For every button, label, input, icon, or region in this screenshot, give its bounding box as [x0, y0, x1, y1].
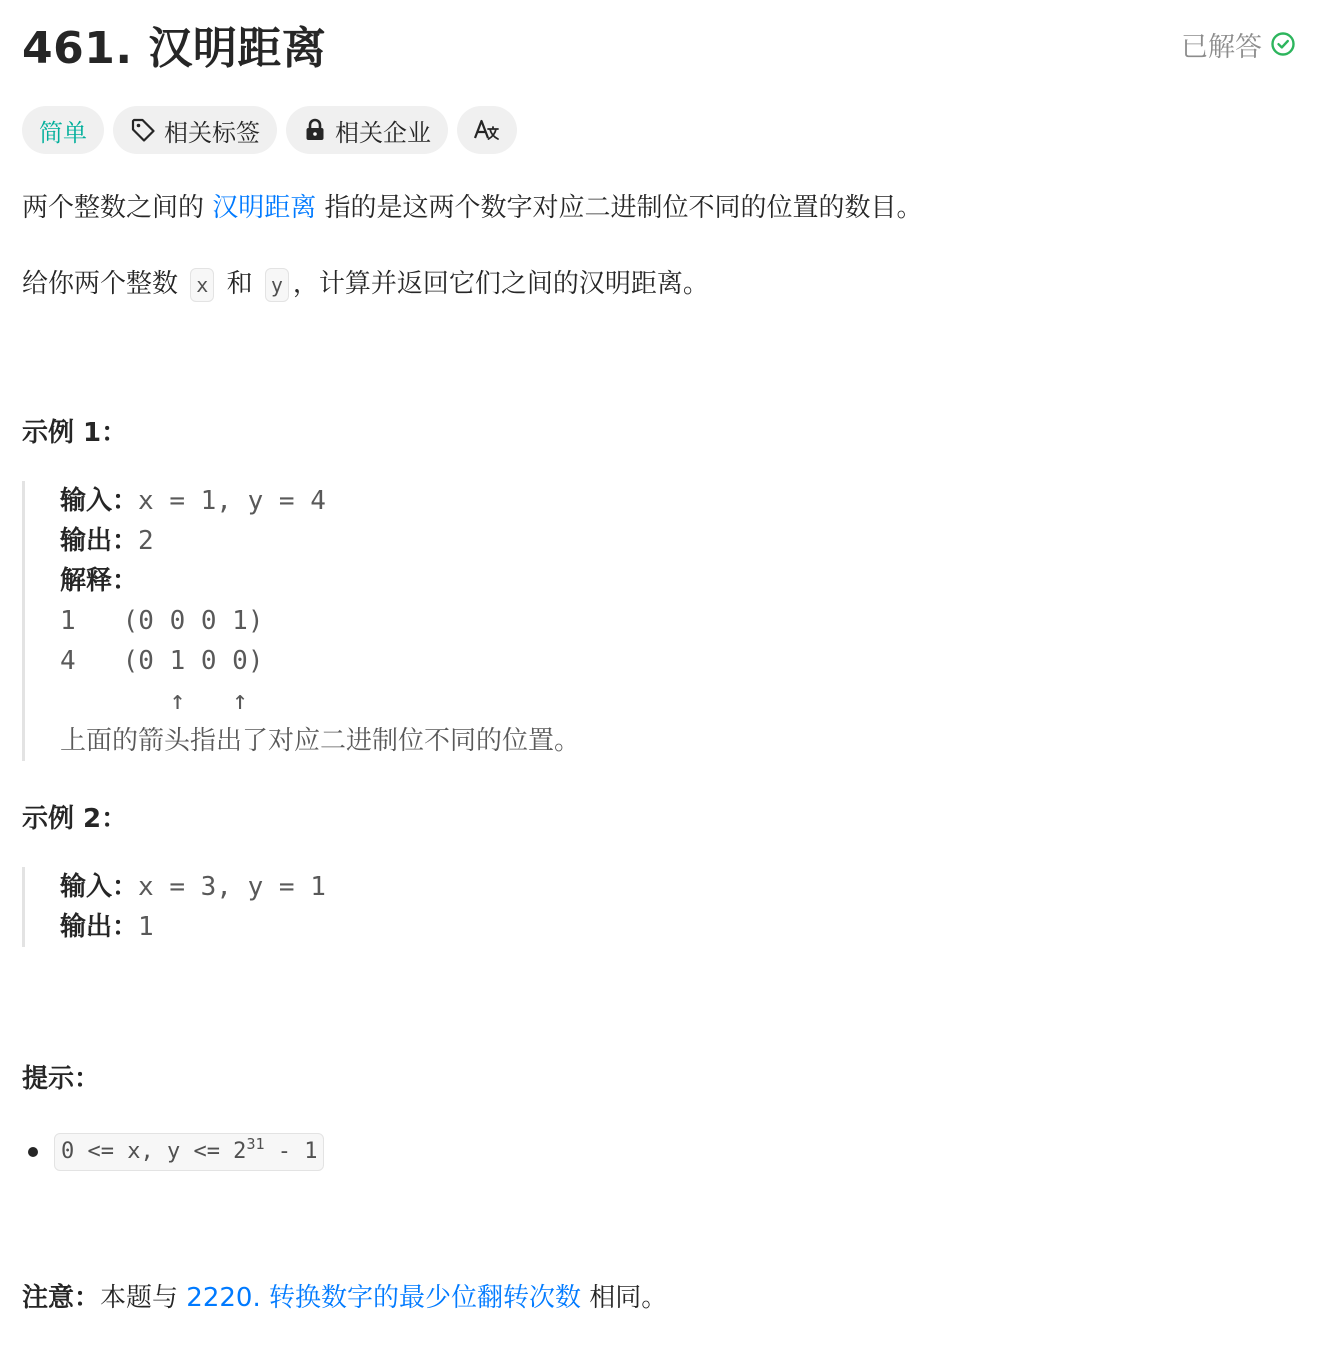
lock-icon [303, 117, 327, 143]
input-label: 输入： [60, 486, 139, 516]
problem-title[interactable]: 461. 汉明距离 [22, 23, 327, 74]
translate-icon [473, 117, 501, 143]
example-1-block [22, 481, 580, 761]
related-tags-label: 相关标签 [164, 118, 260, 147]
note-label: 注意： [22, 1283, 101, 1313]
explain-text: 上面的箭头指出了对应二进制位不同的位置。 [60, 726, 581, 756]
related-tags-button[interactable] [113, 106, 277, 154]
difficulty-tag[interactable] [22, 106, 104, 154]
example-1-output: 2 [138, 526, 154, 556]
tag-bar [22, 106, 517, 154]
difficulty-label: 简单 [39, 118, 87, 147]
solved-status [1181, 25, 1296, 64]
related-companies-button[interactable] [286, 106, 448, 154]
example-2-heading: 示例 2： [22, 804, 128, 834]
related-companies-label: 相关企业 [335, 118, 431, 147]
note-text: 本题与 [100, 1283, 187, 1313]
description-text: 指的是这两个数字对应二进制位不同的位置的数目。 [316, 193, 923, 223]
example-1-heading: 示例 1： [22, 418, 128, 448]
explain-line: ↑ ↑ [60, 686, 248, 716]
explain-line: 4 (0 1 0 0) [60, 646, 264, 676]
title-row [22, 14, 1296, 74]
inline-code-y: y [265, 268, 289, 302]
output-label: 输出： [60, 912, 139, 942]
description-paragraph-1 [22, 188, 923, 228]
note-paragraph [22, 1278, 667, 1318]
explain-line: 1 (0 0 0 1) [60, 606, 264, 636]
constraint-text: - 1 [264, 1139, 318, 1164]
constraints-heading: 提示： [22, 1064, 101, 1094]
solved-label: 已解答 [1181, 31, 1262, 63]
constraint-exponent: 31 [246, 1135, 265, 1153]
check-circle-icon [1270, 31, 1296, 57]
description-text: ，计算并返回它们之间的汉明距离。 [292, 269, 709, 299]
output-label: 输出： [60, 526, 139, 556]
description-text: 给你两个整数 [22, 269, 187, 299]
tag-icon [130, 117, 156, 143]
example-1-input: x = 1, y = 4 [138, 486, 326, 516]
description-paragraph-2 [22, 264, 709, 304]
note-text: 相同。 [580, 1283, 668, 1313]
input-label: 输入： [60, 872, 139, 902]
example-2-block [22, 867, 326, 947]
explain-label: 解释： [60, 566, 139, 596]
constraint-item [54, 1133, 324, 1171]
translate-button[interactable] [457, 106, 517, 154]
bullet-dot [28, 1147, 38, 1157]
related-problem-link[interactable]: 2220. 转换数字的最少位翻转次数 [186, 1283, 581, 1313]
hamming-distance-link[interactable]: 汉明距离 [212, 193, 317, 223]
constraint-text: 0 <= x, y <= 2 [61, 1139, 247, 1164]
description-text: 和 [218, 269, 261, 299]
description-text: 两个整数之间的 [22, 193, 213, 223]
example-2-output: 1 [138, 912, 154, 942]
inline-code-x: x [190, 268, 214, 302]
example-2-input: x = 3, y = 1 [138, 872, 326, 902]
